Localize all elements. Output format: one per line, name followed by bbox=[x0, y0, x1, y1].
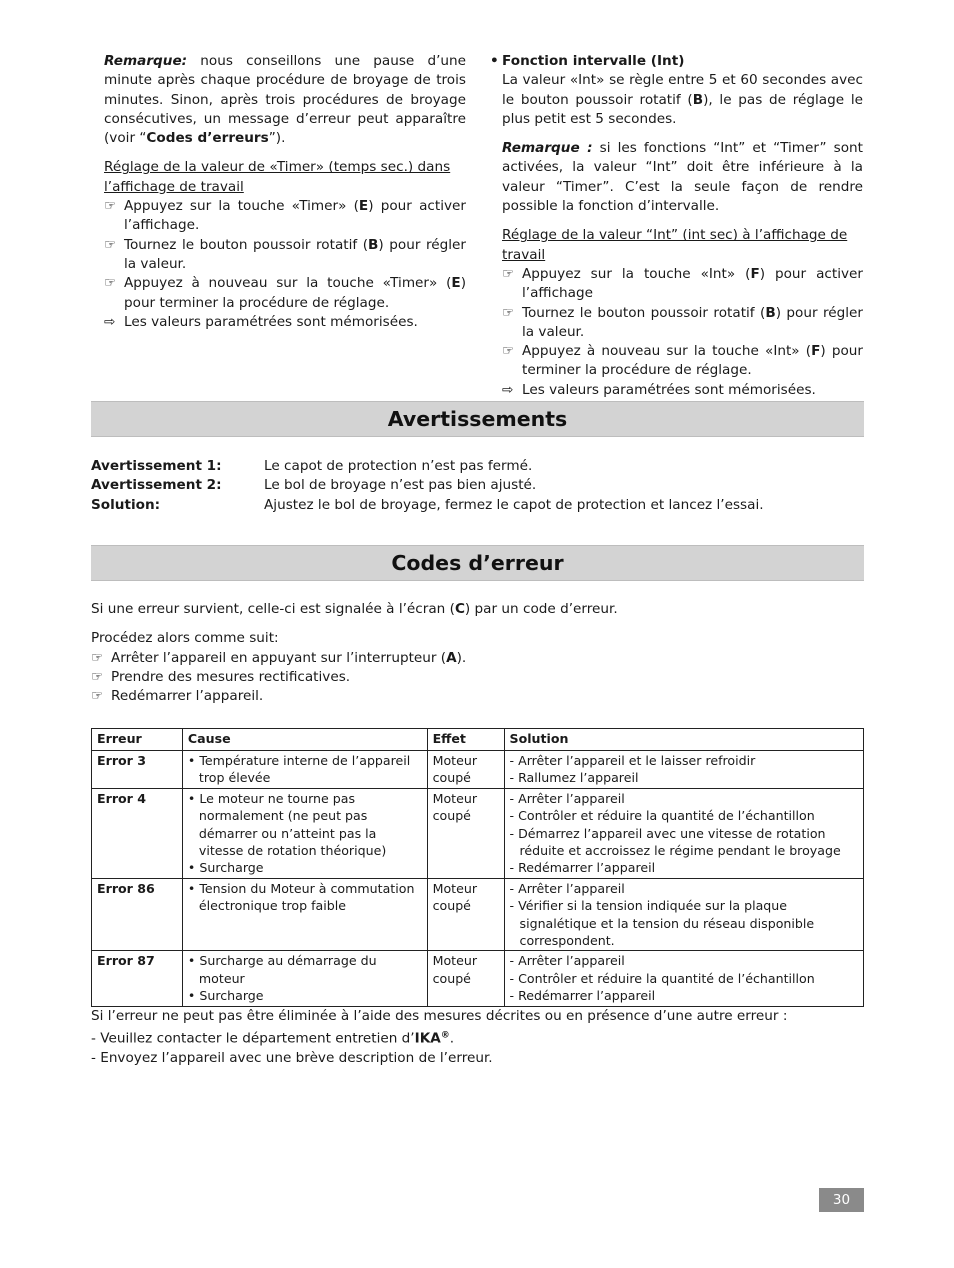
interval-text-pre: La valeur «Int» se règle entre 5 et 60 secondes avec le bouton poussoir rotatif ( bbox=[502, 72, 863, 108]
cause-item bbox=[188, 752, 422, 787]
error-codes-title: Codes d’erreur bbox=[391, 551, 564, 575]
cause-text: Surcharge bbox=[199, 860, 264, 876]
timer-setting-heading: Réglage de la valeur de «Timer» (temps sec.) dans l’affichage de travail bbox=[104, 159, 451, 195]
step-text-end: ). bbox=[456, 649, 467, 666]
step-text: Prendre des mesures rectificatives. bbox=[111, 668, 351, 685]
step-key: A bbox=[446, 649, 457, 666]
outline-arrow-icon: ⇨ bbox=[502, 381, 514, 398]
step-key: B bbox=[765, 304, 776, 321]
cause-cell bbox=[182, 788, 427, 878]
pointing-hand-icon: ☞ bbox=[104, 236, 117, 253]
cause-text: Surcharge bbox=[199, 988, 264, 1004]
solution-text: Arrêter l’appareil et le laisser refroidir bbox=[518, 753, 756, 768]
pointing-hand-icon: ☞ bbox=[502, 304, 515, 321]
bullet-icon: • bbox=[187, 988, 200, 1004]
left-column bbox=[104, 52, 466, 332]
interval-remark bbox=[490, 139, 863, 216]
registered-mark: ® bbox=[440, 1030, 450, 1041]
interval-remark-label: Remarque : bbox=[502, 140, 593, 157]
codes-erreurs-reference: Codes d’erreurs bbox=[146, 130, 269, 147]
error-intro bbox=[91, 600, 864, 706]
footer-line-2-pre: - Veuillez contacter le département entretien d’ bbox=[91, 1030, 415, 1047]
step-key: F bbox=[811, 343, 821, 360]
ika-brand: IKA bbox=[414, 1030, 441, 1047]
step-item bbox=[91, 649, 864, 668]
bullet-icon: • bbox=[187, 880, 200, 896]
solution-item bbox=[510, 897, 858, 949]
step-text-end: ) pour activer l’affichage bbox=[522, 265, 863, 302]
cause-cell bbox=[182, 951, 427, 1006]
interval-bullet-title bbox=[490, 52, 863, 71]
dash-marker: - bbox=[509, 988, 519, 1004]
solution-item bbox=[510, 807, 858, 824]
solution-text: Arrêter l’appareil bbox=[518, 880, 625, 896]
pointing-hand-icon: ☞ bbox=[502, 265, 515, 282]
pointing-hand-icon: ☞ bbox=[91, 688, 104, 705]
solution-text: Ajustez le bol de broyage, fermez le capot de protection et lancez l’essai. bbox=[264, 497, 764, 513]
interval-text-post: ), le pas de réglage le plus petit est 5 secondes. bbox=[502, 91, 863, 127]
error-codes-header-bar bbox=[91, 545, 864, 581]
pointing-hand-icon: ☞ bbox=[104, 275, 117, 292]
timer-result-text: Les valeurs paramétrées sont mémorisées. bbox=[124, 313, 418, 330]
error-code-cell: Error 4 bbox=[92, 788, 183, 878]
step-text: Appuyez sur la touche «Int» ( bbox=[522, 265, 751, 282]
right-column bbox=[490, 52, 863, 400]
error-code-cell: Error 87 bbox=[92, 951, 183, 1006]
dash-marker: - bbox=[509, 880, 519, 896]
bullet-icon: • bbox=[187, 860, 200, 876]
solution-item bbox=[510, 952, 858, 969]
step-text-end: ) pour terminer la procédure de réglage. bbox=[522, 343, 863, 379]
cause-text: Température interne de l’appareil trop élevée bbox=[198, 753, 411, 786]
page-number: 30 bbox=[819, 1188, 864, 1212]
step-text: Arrêter l’appareil en appuyant sur l’interrupteur ( bbox=[111, 649, 447, 666]
dash-marker: - bbox=[509, 953, 519, 969]
effect-cell: Moteur coupé bbox=[427, 788, 504, 878]
step-text: Appuyez à nouveau sur la touche «Int» ( bbox=[522, 343, 812, 360]
int-result-text: Les valeurs paramétrées sont mémorisées. bbox=[522, 381, 816, 398]
dash-marker: - bbox=[509, 898, 519, 914]
int-setting-heading: Réglage de la valeur “Int” (int sec) à l’affichage de travail bbox=[502, 227, 848, 263]
cause-text: Le moteur ne tourne pas normalement (ne peut pas démarrer ou n’atteint pas la vitesse de rotation théorique) bbox=[198, 790, 387, 859]
solution-text: Redémarrer l’appareil bbox=[518, 988, 656, 1004]
solution-item bbox=[510, 880, 858, 897]
header-erreur: Erreur bbox=[92, 729, 183, 751]
solution-label: Solution: bbox=[91, 497, 161, 513]
procedure-text: Procédez alors comme suit: bbox=[91, 630, 279, 647]
header-solution: Solution bbox=[504, 729, 863, 751]
table-row bbox=[92, 951, 864, 1006]
error-code-cell: Error 3 bbox=[92, 751, 183, 789]
step-key: E bbox=[451, 275, 461, 292]
dash-marker: - bbox=[509, 808, 519, 824]
interval-key: B bbox=[692, 91, 704, 108]
warning-label: Avertissement 1: bbox=[91, 458, 222, 474]
step-text: Tournez le bouton poussoir rotatif ( bbox=[522, 304, 766, 321]
error-intro-key: C bbox=[454, 601, 465, 617]
solution-cell bbox=[504, 788, 863, 878]
pointing-hand-icon: ☞ bbox=[91, 668, 104, 685]
solution-item bbox=[510, 825, 858, 860]
remark-label: Remarque: bbox=[104, 53, 188, 69]
bullet-icon: • bbox=[187, 753, 200, 768]
solution-cell bbox=[504, 751, 863, 789]
header-cause: Cause bbox=[182, 729, 427, 751]
cause-item bbox=[188, 952, 422, 987]
footer-line-3: - Envoyez l’appareil avec une brève description de l’erreur. bbox=[91, 1050, 493, 1067]
step-item bbox=[502, 304, 863, 343]
dash-marker: - bbox=[509, 790, 519, 806]
table-row bbox=[92, 878, 864, 951]
cause-cell bbox=[182, 751, 427, 789]
step-text-end: ) pour régler la valeur. bbox=[124, 236, 466, 272]
step-text: Redémarrer l’appareil. bbox=[111, 688, 264, 705]
step-text-end: ) pour terminer la procédure de réglage. bbox=[124, 275, 466, 311]
effect-cell: Moteur coupé bbox=[427, 878, 504, 951]
warnings-header-bar bbox=[91, 401, 864, 437]
interval-title: Fonction intervalle (Int) bbox=[502, 53, 685, 69]
bullet-icon: • bbox=[490, 53, 499, 69]
solution-text: Contrôler et réduire la quantité de l’échantillon bbox=[518, 970, 815, 986]
solution-text: Arrêter l’appareil bbox=[518, 790, 625, 806]
cause-item bbox=[188, 880, 422, 915]
step-text: Tournez le bouton poussoir rotatif ( bbox=[124, 236, 369, 253]
table-header-row bbox=[92, 729, 864, 751]
table-row bbox=[92, 751, 864, 789]
step-text: Appuyez sur la touche «Timer» ( bbox=[124, 198, 359, 215]
step-item bbox=[502, 265, 863, 304]
bullet-icon: • bbox=[187, 790, 200, 806]
footer-line-2 bbox=[91, 1026, 864, 1049]
interval-description bbox=[490, 71, 863, 129]
step-text: Appuyez à nouveau sur la touche «Timer» ( bbox=[124, 275, 452, 292]
bullet-icon: • bbox=[187, 953, 200, 969]
effect-cell: Moteur coupé bbox=[427, 951, 504, 1006]
remark-end: ”). bbox=[268, 130, 286, 147]
solution-item bbox=[510, 790, 858, 807]
error-table-body bbox=[92, 751, 864, 1007]
step-item bbox=[104, 197, 466, 236]
solution-text: Contrôler et réduire la quantité de l’échantillon bbox=[518, 808, 815, 824]
dash-marker: - bbox=[509, 825, 519, 841]
int-result bbox=[502, 381, 863, 400]
procedure-steps bbox=[91, 649, 864, 707]
dash-marker: - bbox=[509, 753, 519, 768]
error-footer bbox=[91, 1007, 864, 1068]
remark-text: nous conseillons une pause d’une minute après chaque procédure de broyage de trois minutes. Sinon, après trois procédures de broyage consécutives, un message d’erreur peut apparaître (voir “ bbox=[104, 53, 466, 147]
solution-item bbox=[510, 987, 858, 1004]
error-intro-text bbox=[91, 600, 864, 619]
solution-text: Démarrez l’appareil avec une vitesse de rotation réduite et accroissez le régime pendant le broyage bbox=[518, 825, 841, 859]
timer-steps bbox=[104, 197, 466, 313]
pointing-hand-icon: ☞ bbox=[104, 198, 117, 215]
warnings-title: Avertissements bbox=[387, 407, 568, 431]
int-steps bbox=[490, 265, 863, 381]
dash-marker: - bbox=[509, 770, 519, 786]
solution-item bbox=[510, 859, 858, 876]
solution-text: Rallumez l’appareil bbox=[518, 770, 639, 786]
pointing-hand-icon: ☞ bbox=[502, 343, 515, 360]
effect-cell: Moteur coupé bbox=[427, 751, 504, 789]
pointing-hand-icon: ☞ bbox=[91, 649, 104, 666]
cause-cell bbox=[182, 878, 427, 951]
header-effet: Effet bbox=[427, 729, 504, 751]
step-item bbox=[104, 274, 466, 313]
step-text-end: ) pour activer l’affichage. bbox=[124, 198, 466, 234]
solution-text: Arrêter l’appareil bbox=[518, 953, 625, 969]
error-code-cell: Error 86 bbox=[92, 878, 183, 951]
step-text-end: ) pour régler la valeur. bbox=[522, 304, 863, 340]
outline-arrow-icon: ⇨ bbox=[104, 313, 116, 330]
solution-text: Vérifier si la tension indiquée sur la plaque signalétique et la tension du réseau disponible correspondent. bbox=[518, 898, 815, 949]
step-key: E bbox=[358, 198, 369, 215]
error-table bbox=[91, 728, 864, 1007]
dash-marker: - bbox=[509, 860, 519, 876]
solution-cell bbox=[504, 951, 863, 1006]
remark-paragraph bbox=[104, 52, 466, 148]
cause-item bbox=[188, 790, 422, 860]
cause-text: Surcharge au démarrage du moteur bbox=[198, 953, 377, 986]
dash-marker: - bbox=[509, 970, 519, 986]
warning-text: Le bol de broyage n’est pas bien ajusté. bbox=[264, 477, 537, 493]
solution-item bbox=[510, 752, 858, 769]
timer-result bbox=[104, 313, 466, 332]
error-intro-pre: Si une erreur survient, celle-ci est signalée à l’écran ( bbox=[91, 601, 455, 617]
error-intro-post: ) par un code d’erreur. bbox=[464, 601, 618, 617]
footer-line-1: Si l’erreur ne peut pas être éliminée à l’aide des mesures décrites ou en présence d’une autre erreur : bbox=[91, 1008, 788, 1024]
cause-text: Tension du Moteur à commutation électronique trop faible bbox=[198, 880, 415, 914]
step-item bbox=[91, 668, 864, 687]
cause-item bbox=[188, 859, 422, 876]
warning-label: Avertissement 2: bbox=[91, 477, 222, 493]
interval-remark-text: si les fonctions “Int” et “Timer” sont activées, la valeur “Int” doit être inférieure à la valeur “Timer”. C’est la seule façon de rendre possible la fonction d’intervalle. bbox=[502, 140, 863, 215]
solution-item bbox=[510, 970, 858, 987]
step-item bbox=[91, 687, 864, 706]
step-key: F bbox=[750, 265, 760, 282]
solution-item bbox=[510, 769, 858, 786]
step-item bbox=[502, 342, 863, 381]
footer-line-2-post: . bbox=[449, 1030, 455, 1047]
solution-cell bbox=[504, 878, 863, 951]
cause-item bbox=[188, 987, 422, 1004]
solution-text: Redémarrer l’appareil bbox=[518, 860, 656, 876]
table-row bbox=[92, 788, 864, 878]
step-item bbox=[104, 236, 466, 275]
step-key: B bbox=[368, 236, 379, 253]
warning-text: Le capot de protection n’est pas fermé. bbox=[264, 458, 533, 474]
